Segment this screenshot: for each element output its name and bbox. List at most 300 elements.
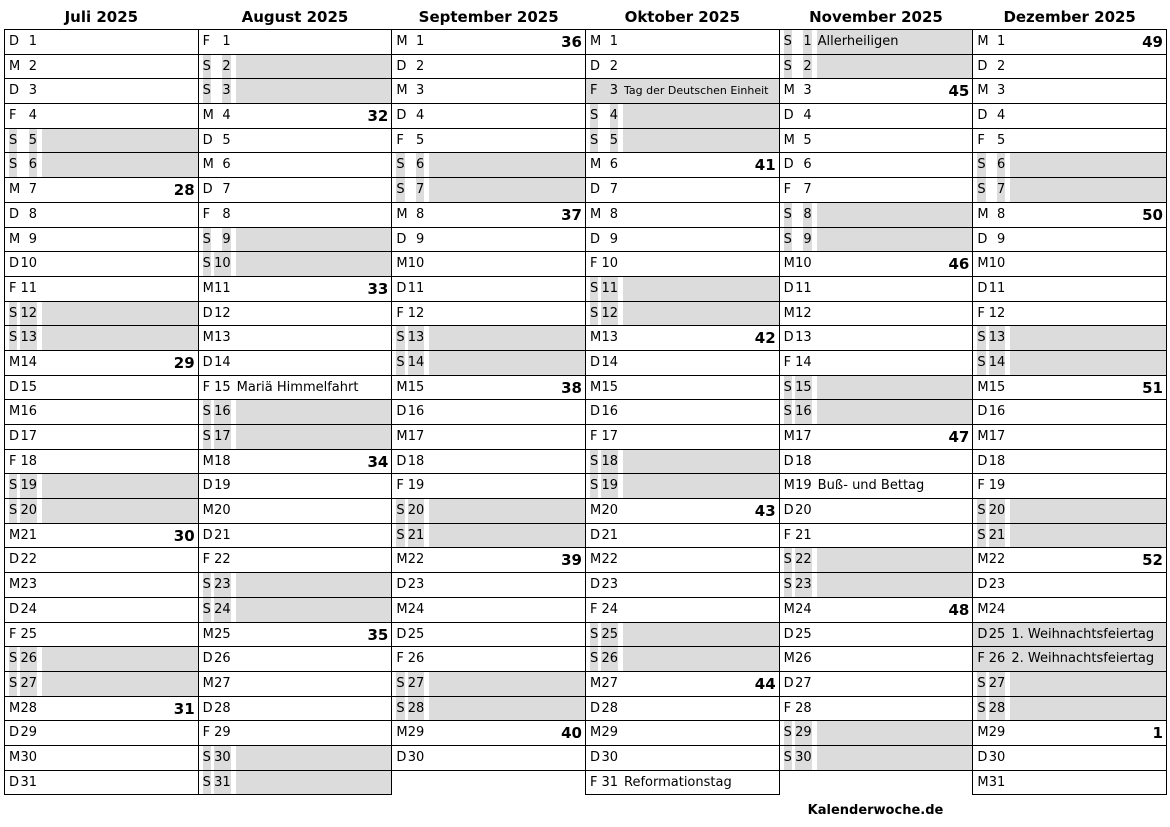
week-number: 43 bbox=[754, 502, 776, 521]
day-cell bbox=[972, 745, 1167, 771]
weekday-letter: F bbox=[783, 182, 792, 198]
day-number: 30 bbox=[988, 749, 1006, 765]
day-cell bbox=[972, 152, 1167, 178]
weekday-letter: D bbox=[396, 58, 407, 74]
week-number: 49 bbox=[1142, 33, 1163, 51]
month-column bbox=[585, 4, 780, 795]
day-cell bbox=[198, 251, 393, 277]
day-cell bbox=[585, 547, 780, 573]
day-number: 6 bbox=[416, 153, 424, 177]
day-cell bbox=[779, 375, 974, 401]
weekday-letter: F bbox=[9, 453, 17, 469]
day-number: 25 bbox=[795, 626, 812, 642]
day-number: 16 bbox=[988, 404, 1006, 420]
weekday-letter: S bbox=[203, 400, 211, 424]
day-number: 31 bbox=[20, 774, 37, 790]
day-cell bbox=[391, 424, 586, 450]
day-number: 17 bbox=[795, 429, 812, 444]
day-number: 20 bbox=[20, 499, 37, 523]
day-cell bbox=[585, 770, 780, 796]
site-credit[interactable]: Kalenderwoche.de bbox=[807, 802, 944, 818]
day-number: 6 bbox=[997, 153, 1005, 177]
day-cell bbox=[4, 152, 199, 178]
day-number: 5 bbox=[803, 132, 812, 148]
day-number: 11 bbox=[795, 280, 812, 296]
holiday-name: Allerheiligen bbox=[817, 34, 899, 49]
weekday-letter: D bbox=[590, 182, 601, 198]
day-cell bbox=[972, 473, 1167, 499]
day-number: 23 bbox=[407, 577, 425, 593]
day-cell bbox=[391, 375, 586, 401]
day-number: 26 bbox=[20, 647, 37, 671]
day-number: 5 bbox=[29, 129, 37, 153]
day-number: 16 bbox=[20, 404, 37, 420]
day-cell bbox=[779, 498, 974, 524]
day-cell bbox=[391, 449, 586, 475]
day-cell bbox=[391, 103, 586, 129]
day-number: 13 bbox=[795, 330, 812, 346]
weekday-letter: F bbox=[590, 79, 597, 103]
day-number: 14 bbox=[601, 354, 618, 370]
weekday-letter: F bbox=[783, 354, 792, 370]
day-number: 2 bbox=[222, 55, 230, 79]
day-number: 15 bbox=[601, 379, 618, 395]
day-cell bbox=[4, 29, 199, 55]
day-number: 19 bbox=[20, 474, 37, 498]
weekday-letter: M bbox=[396, 601, 408, 617]
weekday-letter: M bbox=[783, 601, 795, 617]
weekday-letter: S bbox=[977, 672, 985, 696]
day-number: 26 bbox=[601, 647, 618, 671]
weekday-letter: F bbox=[396, 478, 404, 494]
day-number: 14 bbox=[408, 351, 425, 375]
day-number: 15 bbox=[795, 376, 812, 400]
weekday-letter: F bbox=[202, 725, 211, 741]
day-cell bbox=[4, 745, 199, 771]
weekday-letter: F bbox=[590, 429, 598, 444]
day-number: 20 bbox=[989, 499, 1006, 523]
day-number: 19 bbox=[407, 478, 425, 494]
day-number: 27 bbox=[20, 672, 37, 696]
day-cell bbox=[4, 597, 199, 623]
day-number: 7 bbox=[803, 182, 812, 198]
day-cell bbox=[4, 177, 199, 203]
weekday-letter: S bbox=[203, 228, 211, 252]
day-number: 4 bbox=[997, 108, 1006, 124]
day-cell bbox=[972, 227, 1167, 253]
day-cell bbox=[585, 103, 780, 129]
weekday-letter: F bbox=[590, 601, 598, 617]
day-cell bbox=[198, 375, 393, 401]
day-cell bbox=[391, 597, 586, 623]
weekday-letter: M bbox=[9, 527, 21, 543]
day-cell bbox=[972, 646, 1167, 672]
weekday-letter: D bbox=[977, 108, 988, 124]
weekday-letter: D bbox=[977, 280, 988, 296]
weekday-letter: S bbox=[590, 302, 598, 326]
weekday-letter: S bbox=[396, 499, 404, 523]
day-cell bbox=[585, 449, 780, 475]
day-number: 28 bbox=[989, 697, 1006, 721]
weekday-letter: D bbox=[590, 577, 601, 593]
day-number: 12 bbox=[988, 305, 1006, 321]
day-number: 28 bbox=[601, 700, 618, 716]
day-cell bbox=[972, 325, 1167, 351]
day-cell bbox=[198, 498, 393, 524]
day-cell bbox=[585, 597, 780, 623]
day-cell bbox=[4, 671, 199, 697]
weekday-letter: F bbox=[783, 700, 792, 716]
day-number: 30 bbox=[20, 749, 37, 765]
day-number: 3 bbox=[416, 83, 425, 99]
day-cell bbox=[779, 325, 974, 351]
day-cell bbox=[391, 152, 586, 178]
day-cell bbox=[585, 720, 780, 746]
day-number: 7 bbox=[416, 178, 424, 202]
weekday-letter: M bbox=[396, 256, 408, 272]
weekday-letter: S bbox=[784, 548, 792, 572]
weekday-letter: S bbox=[590, 450, 598, 474]
weekday-letter: D bbox=[202, 182, 213, 198]
day-number: 25 bbox=[214, 626, 231, 642]
weekday-letter: D bbox=[590, 749, 601, 765]
day-number: 1 bbox=[222, 34, 231, 49]
day-number: 30 bbox=[214, 746, 231, 770]
day-number: 20 bbox=[795, 503, 812, 519]
week-number: 41 bbox=[754, 156, 776, 175]
day-number: 2 bbox=[416, 58, 425, 74]
weekday-letter: D bbox=[783, 330, 794, 346]
day-number: 3 bbox=[222, 79, 230, 103]
weekday-letter: M bbox=[977, 379, 989, 395]
day-cell bbox=[4, 227, 199, 253]
week-number: 37 bbox=[561, 205, 582, 224]
month-header: Dezember 2025 bbox=[1003, 8, 1136, 26]
weekday-letter: M bbox=[202, 157, 214, 173]
day-cell bbox=[391, 128, 586, 154]
day-cell bbox=[198, 152, 393, 178]
weekday-letter: M bbox=[202, 330, 214, 346]
weekday-letter: F bbox=[396, 651, 404, 667]
weekday-letter: S bbox=[590, 647, 598, 671]
day-cell bbox=[779, 301, 974, 327]
day-number: 18 bbox=[988, 453, 1006, 469]
day-cell bbox=[391, 671, 586, 697]
day-number: 10 bbox=[988, 256, 1006, 272]
day-number: 29 bbox=[20, 725, 37, 741]
day-number: 1 bbox=[997, 34, 1006, 49]
weekday-letter: M bbox=[396, 725, 408, 741]
day-cell bbox=[779, 473, 974, 499]
day-cell bbox=[585, 424, 780, 450]
day-cell bbox=[391, 325, 586, 351]
day-number: 6 bbox=[222, 157, 231, 173]
weekday-letter: D bbox=[977, 58, 988, 74]
day-number: 23 bbox=[988, 577, 1006, 593]
weekday-letter: M bbox=[9, 749, 21, 765]
day-number: 8 bbox=[28, 206, 37, 222]
day-cell bbox=[779, 572, 974, 598]
weekday-letter: M bbox=[977, 429, 989, 444]
day-number: 21 bbox=[989, 524, 1006, 548]
weekday-letter: S bbox=[203, 771, 211, 795]
weekday-letter: S bbox=[9, 129, 17, 153]
weekday-letter: M bbox=[590, 552, 602, 568]
holiday-name: Tag der Deutschen Einheit bbox=[624, 84, 769, 98]
day-cell bbox=[198, 523, 393, 549]
year-calendar bbox=[4, 4, 1166, 824]
day-number: 21 bbox=[601, 527, 618, 543]
day-number: 8 bbox=[803, 203, 811, 227]
weekday-letter: S bbox=[977, 178, 985, 202]
day-cell bbox=[4, 276, 199, 302]
month-header: September 2025 bbox=[418, 8, 559, 26]
day-number: 27 bbox=[989, 672, 1006, 696]
day-cell bbox=[779, 202, 974, 228]
week-number: 31 bbox=[173, 699, 195, 718]
weekday-letter: D bbox=[590, 231, 601, 247]
month-header: Oktober 2025 bbox=[624, 8, 741, 26]
weekday-letter: S bbox=[396, 326, 404, 350]
day-number: 7 bbox=[222, 182, 231, 198]
day-cell bbox=[972, 696, 1167, 722]
day-number: 23 bbox=[214, 573, 231, 597]
day-cell bbox=[198, 128, 393, 154]
week-number: 39 bbox=[561, 551, 582, 570]
day-number: 30 bbox=[601, 749, 618, 765]
day-cell bbox=[4, 547, 199, 573]
day-number: 22 bbox=[601, 552, 618, 568]
day-number: 1 bbox=[803, 30, 811, 54]
weekday-letter: M bbox=[396, 206, 408, 222]
week-number: 50 bbox=[1142, 205, 1163, 224]
weekday-letter: D bbox=[977, 453, 988, 469]
weekday-letter: M bbox=[977, 34, 989, 49]
weekday-letter: D bbox=[9, 34, 20, 49]
month-column bbox=[4, 4, 199, 795]
day-cell bbox=[972, 29, 1167, 55]
weekday-letter: D bbox=[590, 700, 601, 716]
day-number: 4 bbox=[803, 108, 812, 124]
day-cell bbox=[779, 399, 974, 425]
weekday-letter: S bbox=[784, 228, 792, 252]
day-number: 17 bbox=[601, 429, 618, 444]
day-number: 1 bbox=[609, 34, 618, 49]
day-number: 15 bbox=[407, 379, 425, 395]
day-number: 25 bbox=[601, 623, 618, 647]
weekday-letter: D bbox=[9, 206, 20, 222]
day-number: 12 bbox=[214, 305, 231, 321]
weekday-letter: S bbox=[784, 400, 792, 424]
day-cell bbox=[585, 622, 780, 648]
day-cell bbox=[391, 572, 586, 598]
month-header: Juli 2025 bbox=[64, 8, 139, 26]
day-cell bbox=[779, 128, 974, 154]
day-cell bbox=[4, 720, 199, 746]
weekday-letter: S bbox=[590, 104, 598, 128]
day-cell bbox=[198, 770, 393, 796]
day-cell bbox=[972, 202, 1167, 228]
day-cell bbox=[585, 350, 780, 376]
weekday-letter: D bbox=[396, 577, 407, 593]
day-number: 20 bbox=[214, 503, 231, 519]
day-number: 21 bbox=[20, 527, 37, 543]
day-number: 10 bbox=[407, 256, 425, 272]
weekday-letter: M bbox=[396, 552, 408, 568]
weekday-letter: D bbox=[977, 749, 988, 765]
day-number: 23 bbox=[20, 577, 37, 593]
week-number: 44 bbox=[754, 674, 776, 693]
day-cell bbox=[198, 622, 393, 648]
day-number: 4 bbox=[222, 108, 231, 124]
day-cell bbox=[972, 770, 1167, 796]
weekday-letter: F bbox=[202, 552, 211, 568]
day-cell bbox=[4, 325, 199, 351]
weekday-letter: M bbox=[396, 379, 408, 395]
weekday-letter: S bbox=[977, 499, 985, 523]
weekday-letter: D bbox=[396, 280, 407, 296]
weekday-letter: M bbox=[783, 83, 795, 99]
weekday-letter: M bbox=[9, 231, 21, 247]
day-number: 8 bbox=[416, 206, 425, 222]
day-number: 26 bbox=[214, 651, 231, 667]
weekday-letter: S bbox=[784, 30, 792, 54]
day-number: 16 bbox=[601, 404, 618, 420]
day-number: 17 bbox=[214, 425, 231, 449]
day-number: 28 bbox=[20, 700, 37, 716]
day-cell bbox=[391, 177, 586, 203]
weekday-letter: D bbox=[977, 577, 988, 593]
weekday-letter: S bbox=[590, 623, 598, 647]
day-number: 24 bbox=[988, 601, 1006, 617]
weekday-letter: M bbox=[9, 354, 21, 370]
day-cell bbox=[585, 29, 780, 55]
day-cell bbox=[198, 449, 393, 475]
weekday-letter: S bbox=[590, 277, 598, 301]
weekday-letter: S bbox=[203, 55, 211, 79]
day-cell bbox=[4, 399, 199, 425]
week-number: 30 bbox=[173, 526, 195, 545]
day-number: 28 bbox=[408, 697, 425, 721]
day-cell bbox=[198, 547, 393, 573]
day-cell bbox=[779, 720, 974, 746]
weekday-letter: M bbox=[783, 256, 795, 272]
day-cell bbox=[391, 29, 586, 55]
day-number: 28 bbox=[795, 700, 812, 716]
day-number: 17 bbox=[20, 429, 37, 444]
day-number: 3 bbox=[28, 83, 37, 99]
weekday-letter: D bbox=[9, 725, 20, 741]
day-cell bbox=[972, 597, 1167, 623]
day-cell bbox=[4, 523, 199, 549]
weekday-letter: S bbox=[784, 203, 792, 227]
weekday-letter: D bbox=[783, 626, 794, 642]
day-number: 2 bbox=[609, 58, 618, 74]
week-number: 36 bbox=[561, 33, 582, 51]
day-number: 21 bbox=[214, 527, 231, 543]
day-cell bbox=[4, 301, 199, 327]
day-cell bbox=[972, 622, 1167, 648]
weekday-letter: F bbox=[977, 647, 984, 671]
weekday-letter: M bbox=[9, 404, 21, 420]
day-number: 15 bbox=[20, 379, 37, 395]
day-cell bbox=[779, 177, 974, 203]
day-number: 22 bbox=[20, 552, 37, 568]
weekday-letter: M bbox=[396, 34, 408, 49]
weekday-letter: D bbox=[590, 354, 601, 370]
day-cell bbox=[4, 54, 199, 80]
day-number: 18 bbox=[407, 453, 425, 469]
weekday-letter: S bbox=[784, 376, 792, 400]
weekday-letter: F bbox=[9, 280, 17, 296]
day-cell bbox=[585, 473, 780, 499]
day-cell bbox=[779, 597, 974, 623]
weekday-letter: D bbox=[783, 503, 794, 519]
day-cell bbox=[779, 152, 974, 178]
day-cell bbox=[391, 227, 586, 253]
weekday-letter: D bbox=[9, 601, 20, 617]
day-cell bbox=[585, 671, 780, 697]
weekday-letter: M bbox=[590, 503, 602, 519]
weekday-letter: S bbox=[590, 474, 598, 498]
weekday-letter: D bbox=[783, 280, 794, 296]
weekday-letter: M bbox=[9, 700, 21, 716]
day-cell bbox=[391, 399, 586, 425]
weekday-letter: M bbox=[202, 280, 214, 296]
weekday-letter: F bbox=[202, 34, 211, 49]
weekday-letter: S bbox=[396, 351, 404, 375]
day-number: 27 bbox=[408, 672, 425, 696]
day-number: 22 bbox=[795, 548, 812, 572]
week-number: 1 bbox=[1152, 724, 1163, 743]
day-number: 8 bbox=[222, 206, 231, 222]
day-number: 26 bbox=[795, 651, 812, 667]
day-number: 19 bbox=[214, 478, 231, 494]
day-number: 11 bbox=[407, 280, 425, 296]
day-cell bbox=[585, 745, 780, 771]
day-number: 21 bbox=[408, 524, 425, 548]
weekday-letter: M bbox=[202, 626, 214, 642]
weekday-letter: S bbox=[203, 425, 211, 449]
day-cell bbox=[4, 424, 199, 450]
day-cell bbox=[585, 54, 780, 80]
day-number: 16 bbox=[214, 400, 231, 424]
day-cell bbox=[585, 498, 780, 524]
day-cell bbox=[4, 498, 199, 524]
day-cell bbox=[4, 770, 199, 796]
day-cell bbox=[391, 696, 586, 722]
day-cell bbox=[972, 449, 1167, 475]
day-cell bbox=[585, 227, 780, 253]
weekday-letter: D bbox=[783, 108, 794, 124]
day-number: 11 bbox=[214, 280, 231, 296]
weekday-letter: S bbox=[396, 524, 404, 548]
month-column bbox=[198, 4, 393, 795]
weekday-letter: M bbox=[9, 58, 21, 74]
day-cell bbox=[779, 227, 974, 253]
weekday-letter: F bbox=[977, 305, 985, 321]
day-number: 3 bbox=[803, 83, 812, 99]
day-number: 24 bbox=[214, 598, 231, 622]
weekday-letter: D bbox=[9, 552, 20, 568]
day-number: 19 bbox=[601, 474, 618, 498]
day-number: 31 bbox=[988, 774, 1006, 790]
weekday-letter: M bbox=[9, 182, 21, 198]
day-cell bbox=[972, 54, 1167, 80]
day-cell bbox=[972, 523, 1167, 549]
weekday-letter: F bbox=[977, 132, 985, 148]
day-number: 18 bbox=[214, 453, 231, 469]
